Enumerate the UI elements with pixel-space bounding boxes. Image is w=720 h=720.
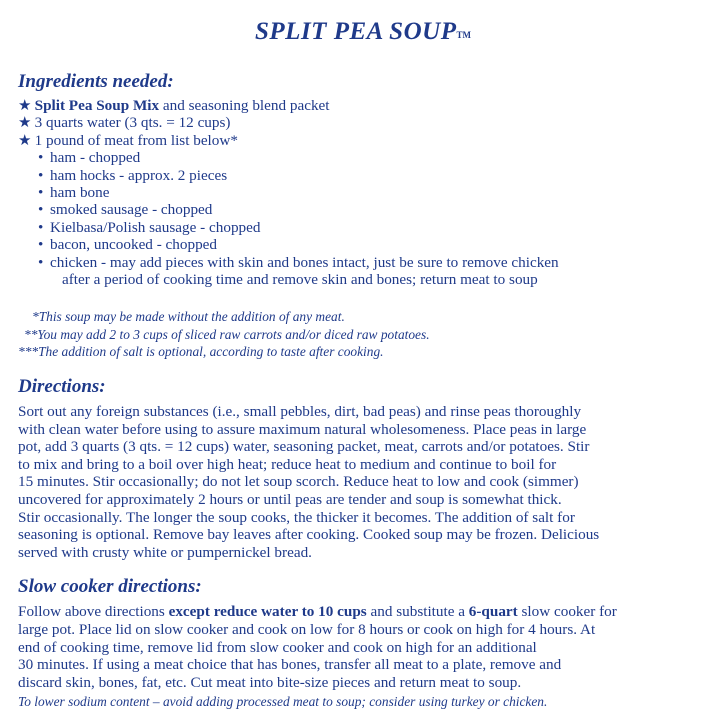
slow-cooker-text-part: Follow above directions [18,603,169,621]
trademark-mark: TM [456,30,471,40]
slow-cooker-bold-part: except reduce water to 10 cups [168,603,367,621]
directions-line: to mix and bring to a boil over high heat; reduce heat to medium and continue to boil for [18,455,557,473]
slow-cooker-line: large pot. Place lid on slow cooker and cook on low for 8 hours or cook on high for 4 hours. At [18,621,596,639]
slow-cooker-line: end of cooking time, remove lid from slow cooker and cook on high for an additional [18,638,537,656]
slow-cooker-line: discard skin, bones, fat, etc. Cut meat into bite-size pieces and return meat to soup. [18,673,522,691]
slow-cooker-bold-part: 6-quart [468,603,518,621]
meat-option [38,219,708,236]
sodium-tip: To lower sodium content – avoid adding processed meat to soup; consider using turkey or chicken. [18,694,548,709]
star-icon: ★ [18,97,32,114]
meat-option-text: ham - chopped [50,149,141,167]
slow-cooker-line: 30 minutes. If using a meat choice that has bones, transfer all meat to a plate, remove and [18,656,562,674]
meat-option-text: chicken - may add pieces with skin and bones intact, just be sure to remove chicken [50,253,559,271]
ingredient-bold: Split Pea Soup Mix [34,97,160,114]
directions-line: with clean water before using to assure maximum natural wholesomeness. Place peas in large [18,420,587,438]
star-icon: ★ [18,114,32,132]
directions-line: served with crusty white or pumpernickel bread. [18,543,312,561]
slow-cooker-text [18,603,708,691]
meat-option [38,201,708,218]
ingredient-item [18,114,708,131]
ingredient-text: 1 pound of meat from list below* [34,131,238,149]
ingredient-item [18,97,708,114]
meat-option [38,236,708,253]
directions-line: pot, add 3 quarts (3 qts. = 12 cups) water, seasoning packet, meat, carrots and/or potatoes. Stir [18,438,590,456]
footnote-1: *This soup may be made without the addition of any meat. [32,309,345,325]
directions-heading: Directions: [18,376,106,398]
footnote-2: **You may add 2 to 3 cups of sliced raw carrots and/or diced raw potatoes. [24,326,430,342]
directions-line: seasoning is optional. Remove bay leaves after cooking. Cooked soup may be frozen. Delicious [18,526,600,544]
bullet-icon: • [38,253,44,271]
footnotes [18,308,708,360]
slow-cooker-text-part: and substitute a [366,603,469,621]
bullet-icon: • [38,149,44,167]
star-icon: ★ [18,131,32,149]
slow-cooker-text-part: slow cooker for [517,603,617,621]
slow-cooker-heading: Slow cooker directions: [18,576,202,598]
footnote-3: ***The addition of salt is optional, according to taste after cooking. [18,343,384,359]
ingredient-text: 3 quarts water (3 qts. = 12 cups) [34,114,231,132]
directions-line: 15 minutes. Stir occasionally; do not let soup scorch. Reduce heat to low and cook (simmer) [18,473,579,491]
meat-option-text: Kielbasa/Polish sausage - chopped [50,218,261,236]
bullet-icon: • [38,201,44,219]
ingredient-item [18,132,708,289]
meat-option-text: smoked sausage - chopped [50,201,213,219]
ingredients-heading: Ingredients needed: [18,71,174,92]
meat-option [38,184,708,201]
directions-line: uncovered for approximately 2 hours or until peas are tender and soup is somewhat thick. [18,491,562,509]
ingredients-list [18,97,708,288]
ingredient-text: and seasoning blend packet [159,97,330,114]
bullet-icon: • [38,218,44,236]
directions-text [18,403,708,561]
meat-option-text: ham hocks - approx. 2 pieces [50,166,228,184]
meat-option-text: bacon, uncooked - chopped [50,236,218,254]
page-title [18,18,708,49]
directions-line: Sort out any foreign substances (i.e., small pebbles, dirt, bad peas) and rinse peas thoroughly [18,403,582,421]
meat-option [38,149,708,166]
meat-options-list [18,149,708,288]
meat-option-continuation: after a period of cooking time and remove skin and bones; return meat to soup [62,271,538,289]
bullet-icon: • [38,166,44,184]
meat-option [38,167,708,184]
meat-option-chicken [38,254,708,289]
bullet-icon: • [38,236,44,254]
bullet-icon: • [38,184,44,202]
title-text: SPLIT PEA SOUP [255,18,457,45]
meat-option-text: ham bone [50,184,110,202]
slow-cooker-line [18,603,708,621]
directions-line: Stir occasionally. The longer the soup cooks, the thicker it becomes. The addition of salt for [18,508,575,526]
